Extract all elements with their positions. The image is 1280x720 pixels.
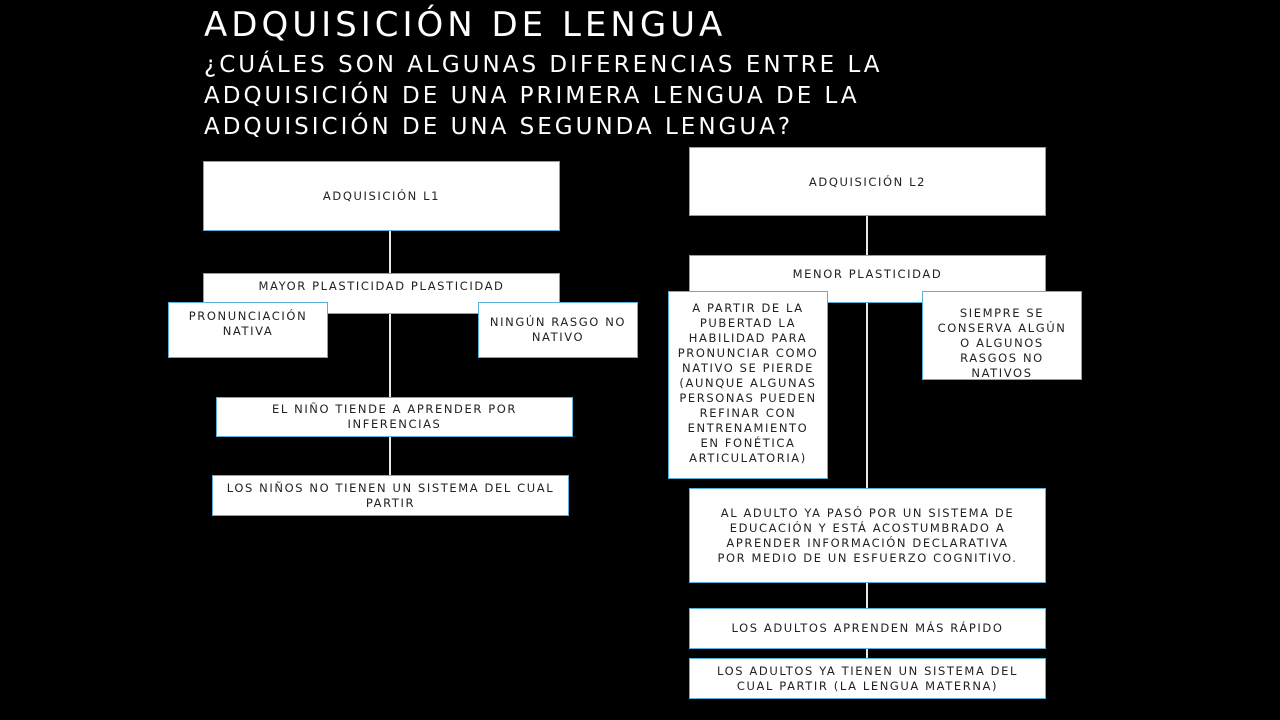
l2-header-box: ADQUISICIÓN L2	[689, 147, 1046, 216]
l1-connector-plasticity-inference	[389, 313, 391, 398]
l1-header-box: ADQUISICIÓN L1	[203, 161, 560, 231]
l2-connector-header-plasticity	[866, 215, 868, 256]
slide-title: ADQUISICIÓN DE LENGUA	[204, 5, 727, 45]
subtitle-line-3: ADQUISICIÓN DE UNA SEGUNDA LENGUA?	[204, 114, 794, 140]
slide-subtitle	[204, 50, 883, 143]
l1-no-nonnative-trait-box: NINGÚN RASGO NO NATIVO	[478, 302, 638, 358]
l2-connector-education-faster	[866, 582, 868, 609]
l2-has-system-box: LOS ADULTOS YA TIENEN UN SISTEMA DEL CUAL PARTIR (LA LENGUA MATERNA)	[689, 658, 1046, 699]
l2-plasticity-box: MENOR PLASTICIDAD	[689, 255, 1046, 303]
l1-no-system-box: LOS NIÑOS NO TIENEN UN SISTEMA DEL CUAL PARTIR	[212, 475, 569, 516]
l2-education-box: AL ADULTO YA PASÓ POR UN SISTEMA DE EDUCACIÓN Y ESTÁ ACOSTUMBRADO A APRENDER INFORMACIÓN DECLARATIVA POR MEDIO DE UN ESFUERZO COGNITIVO.	[689, 488, 1046, 583]
l1-connector-header-plasticity	[389, 230, 391, 275]
l1-native-pronunciation-box: PRONUNCIACIÓN NATIVA	[168, 302, 328, 358]
l2-puberty-box: A PARTIR DE LA PUBERTAD LA HABILIDAD PARA PRONUNCIAR COMO NATIVO SE PIERDE (AUNQUE ALGUNAS PERSONAS PUEDEN REFINAR CON ENTRENAMIENTO EN FONÉTICA ARTICULATORIA)	[668, 291, 828, 479]
l2-nonnative-traits-box: SIEMPRE SE CONSERVA ALGÚN O ALGUNOS RASGOS NO NATIVOS	[922, 291, 1082, 380]
l2-faster-box: LOS ADULTOS APRENDEN MÁS RÁPIDO	[689, 608, 1046, 649]
l1-plasticity-box: MAYOR PLASTICIDAD PLASTICIDAD	[203, 273, 560, 314]
subtitle-line-1: ¿CUÁLES SON ALGUNAS DIFERENCIAS ENTRE LA	[204, 52, 883, 78]
l2-connector-plasticity-education	[866, 302, 868, 489]
l1-connector-inference-system	[389, 436, 391, 476]
l1-inference-box: EL NIÑO TIENDE A APRENDER POR INFERENCIAS	[216, 397, 573, 437]
subtitle-line-2: ADQUISICIÓN DE UNA PRIMERA LENGUA DE LA	[204, 83, 860, 109]
